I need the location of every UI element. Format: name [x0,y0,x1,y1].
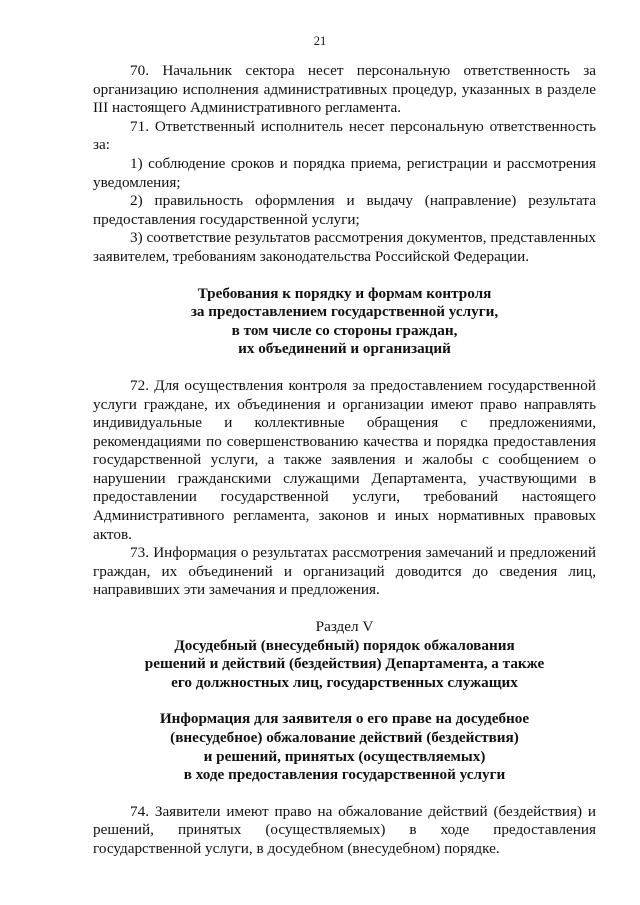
paragraph-71-item-3: 3) соответствие результатов рассмотрения документов, представленных заявителем, требованиям законодательства Российской Федерации. [93,229,596,265]
page-content [93,62,596,859]
heading-control-requirements [93,285,596,359]
heading-line: (внесудебное) обжалование действий (бездействия) [170,729,519,746]
heading-line: Требования к порядку и формам контроля [197,284,492,302]
page-number: 21 [313,34,327,48]
heading-line: его должностных лиц, государственных служащих [171,673,518,691]
heading-line: в том числе со стороны граждан, [231,321,458,339]
paragraph-72: 72. Для осуществления контроля за предоставлением государственной услуги граждане, их объединения и организации имеют право направлять индивидуальные и коллективные обращения с предложениями, рекомендациями по совершенствованию качества и порядка предоставления государственной услуги, а также заявления и жалобы с сообщением о нарушении гражданскими служащими Департамента, участвующими в предоставлении государственной услуги, требований настоящего Административного регламента, законов и иных нормативных правовых актов. [93,376,596,543]
heading-line: в ходе предоставления государственной услуги [183,766,506,784]
paragraph-71-item-1: 1) соблюдение сроков и порядка приема, регистрации и рассмотрения уведомления; [93,154,596,191]
heading-line: Досудебный (внесудебный) порядок обжалования [174,636,515,654]
heading-line: за предоставлением государственной услуги, [190,303,499,321]
paragraph-71-item-2: 2) правильность оформления и выдачу (направление) результата предоставления государственной услуги; [93,192,596,228]
paragraph-71: 71. Ответственный исполнитель несет персональную ответственность за: [93,117,596,154]
paragraph-74: 74. Заявители имеют право на обжалование действий (бездействия) и решений, принятых (осуществляемых) в ходе предоставления государственной услуги, в досудебном (внесудебном) порядке. [93,802,596,857]
heading-applicant-info [93,710,596,784]
paragraph-73: 73. Информация о результатах рассмотрения замечаний и предложений граждан, их объединений и организаций доводится до сведения лиц, направивших эти замечания и предложения. [93,544,596,599]
section-label [93,618,596,637]
heading-line: и решений, принятых (осуществляемых) [203,747,486,765]
paragraph-70: 70. Начальник сектора несет персональную ответственность за организацию исполнения административных процедур, указанных в разделе III настоящего Административного регламента. [93,62,596,117]
heading-line: решений и действий (бездействия) Департамента, а также [144,655,545,673]
section-title [93,637,596,693]
section-label-text: Раздел V [315,618,374,636]
heading-line: их объединений и организаций [238,340,451,358]
heading-line: Информация для заявителя о его праве на досудебное [159,710,530,728]
